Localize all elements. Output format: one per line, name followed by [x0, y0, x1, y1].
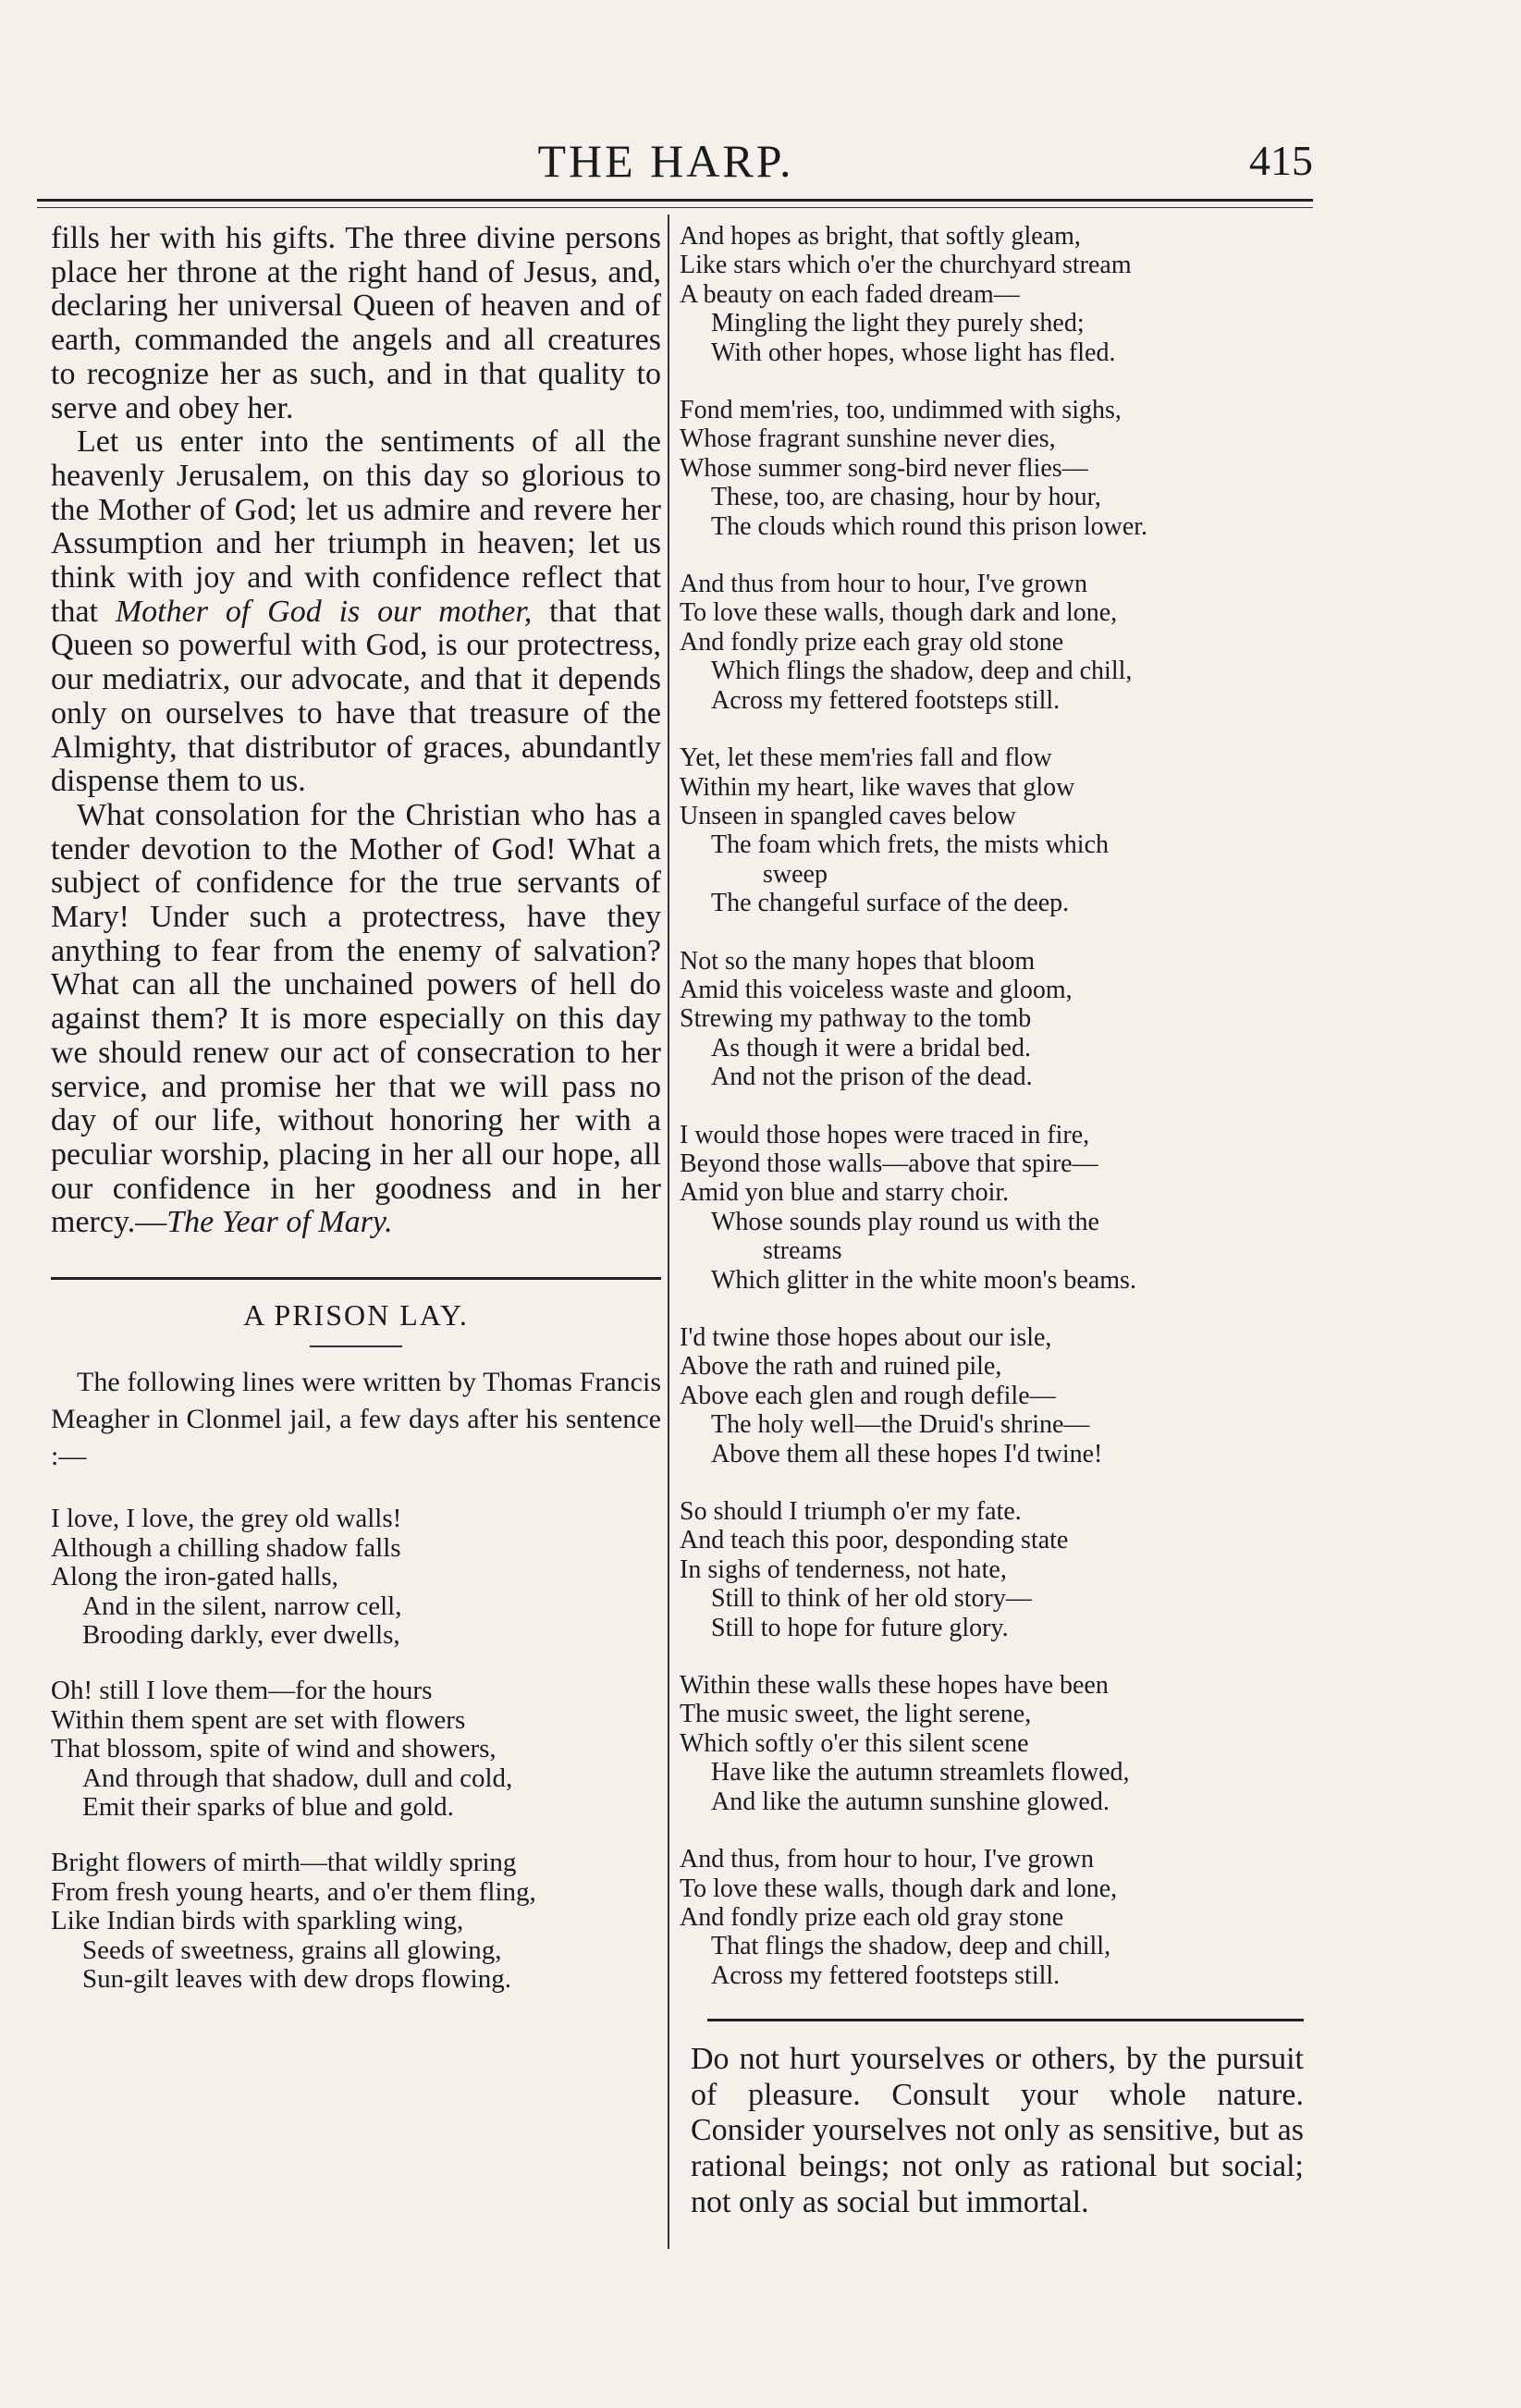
source-attribution: The Year of Mary.	[166, 1205, 393, 1240]
poem-line: And in the silent, narrow cell,	[82, 1591, 402, 1621]
poem-line: And like the autumn sunshine glowed.	[711, 1787, 1110, 1816]
poem-line: I'd twine those hopes about our isle,	[680, 1323, 1052, 1352]
stanza	[680, 743, 1304, 917]
poem-line: Whose summer song-bird never flies—	[680, 453, 1088, 483]
stanza	[680, 396, 1304, 541]
poem-line: To love these walls, though dark and lone,	[680, 598, 1118, 628]
poem-line: And not the prison of the dead.	[711, 1063, 1033, 1092]
paragraph-text: that that Queen so powerful with God, is our protectress, our mediatrix, our advocate, and that it depends only on ourselves to have that treasure of the Almighty, that distributor of graces, abundantly dispense them to us.	[51, 594, 661, 799]
left-column	[51, 222, 661, 2021]
poem-line: Which softly o'er this silent scene	[680, 1728, 1029, 1758]
poem-line: sweep	[763, 859, 828, 889]
poem-line: Within these walls these hopes have been	[680, 1671, 1109, 1701]
paragraph-assumption	[51, 425, 661, 799]
poem-line: Amid yon blue and starry choir.	[680, 1178, 1010, 1208]
poem-line: Have like the autumn streamlets flowed,	[711, 1758, 1130, 1788]
poem-line: These, too, are chasing, hour by hour,	[711, 483, 1101, 512]
poem-line: Oh! still I love them—for the hours	[51, 1676, 433, 1706]
poem-line: A beauty on each faded dream—	[680, 279, 1020, 309]
title-rule	[310, 1345, 402, 1347]
poem-line: Whose fragrant sunshine never dies,	[680, 424, 1056, 454]
italic-phrase: Mother of God is our mother,	[115, 594, 533, 629]
poem-line: Sun-gilt leaves with dew drops flowing.	[82, 1964, 511, 1995]
page-title: THE HARP.	[537, 135, 794, 187]
poem-line: Mingling the light they purely shed;	[711, 309, 1085, 338]
poem-line: From fresh young hearts, and o'er them fling,	[51, 1876, 536, 1907]
poem-right	[680, 222, 1304, 1990]
paragraph-consolation	[51, 799, 661, 1240]
stanza	[680, 1671, 1304, 1816]
poem-left	[51, 1505, 661, 1995]
poem-line: Bright flowers of mirth—that wildly spring	[51, 1848, 517, 1878]
poem-line: The changeful surface of the deep.	[711, 889, 1070, 918]
poem-line: As though it were a bridal bed.	[711, 1033, 1032, 1063]
poem-line: Whose sounds play round us with the	[711, 1207, 1099, 1236]
poem-line: streams	[763, 1236, 842, 1266]
poem-line: Like Indian birds with sparkling wing,	[51, 1906, 464, 1936]
stanza	[680, 1323, 1304, 1468]
poem-line: Along the iron-gated halls,	[51, 1562, 338, 1592]
poem-line: Brooding darkly, ever dwells,	[82, 1620, 400, 1651]
poem-line: The holy well—the Druid's shrine—	[711, 1410, 1090, 1440]
poem-intro: The following lines were written by Thomas Francis Meagher in Clonmel jail, a few days after his sentence :—	[51, 1367, 661, 1472]
stanza	[51, 1505, 661, 1651]
poem-line: Across my fettered footsteps still.	[711, 685, 1061, 715]
poem-line: That blossom, spite of wind and showers,	[51, 1734, 497, 1764]
poem-line: Emit their sparks of blue and gold.	[82, 1792, 454, 1823]
poem-line: The clouds which round this prison lower.	[711, 511, 1148, 541]
poem-line: In sighs of tenderness, not hate,	[680, 1554, 1007, 1584]
poem-line: Which flings the shadow, deep and chill,	[711, 657, 1133, 686]
poem-line: Seeds of sweetness, grains all glowing,	[82, 1935, 502, 1965]
poem-line: And thus from hour to hour, I've grown	[680, 570, 1087, 599]
stanza	[51, 1677, 661, 1823]
column-divider	[668, 215, 669, 2249]
poem-line: Which glitter in the white moon's beams.	[711, 1265, 1136, 1295]
running-head	[37, 134, 1313, 199]
poem-line: Above the rath and ruined pile,	[680, 1352, 1002, 1382]
poem-line: And fondly prize each gray old stone	[680, 627, 1064, 657]
poem-line: And teach this poor, desponding state	[680, 1526, 1069, 1555]
poem-line: Beyond those walls—above that spire—	[680, 1149, 1098, 1178]
poem-line: Strewing my pathway to the tomb	[680, 1004, 1032, 1034]
stanza	[680, 1497, 1304, 1642]
page-number: 415	[1249, 137, 1313, 184]
poem-line: Like stars which o'er the churchyard stream	[680, 251, 1132, 280]
poem-line: Although a chilling shadow falls	[51, 1532, 401, 1563]
stanza	[51, 1849, 661, 1995]
poem-line: Still to hope for future glory.	[711, 1613, 1009, 1642]
poem-line: Amid this voiceless waste and gloom,	[680, 975, 1073, 1004]
poem-line: Within my heart, like waves that glow	[680, 772, 1075, 802]
poem-line: Above them all these hopes I'd twine!	[711, 1439, 1103, 1468]
poem-line: And fondly prize each old gray stone	[680, 1902, 1064, 1932]
header-rule-thin	[37, 207, 1313, 208]
poem-line: Within them spent are set with flowers	[51, 1704, 466, 1735]
poem-line: I love, I love, the grey old walls!	[51, 1504, 402, 1534]
closing-paragraph: Do not hurt yourselves or others, by the pursuit of pleasure. Consult your whole nature. Consider yourselves not only as sensitive, but as rational beings; not only as rational but social; not only as social but immortal.	[691, 2042, 1304, 2219]
poem-line: The music sweet, the light serene,	[680, 1700, 1032, 1729]
stanza	[680, 1845, 1304, 1990]
stanza	[680, 222, 1304, 367]
right-column	[680, 222, 1304, 2220]
poem-line: That flings the shadow, deep and chill,	[711, 1932, 1111, 1961]
paragraph-text: What consolation for the Christian who has a tender devotion to the Mother of God! What a subject of confidence for the true servants of Mary! Under such a protectress, have they anything to fear from the enemy of salvation? What can all the unchained powers of hell do against them? It is more especially on this day we should renew our act of consecration to her service, and promise her that we will pass no day of our life, without honoring her with a peculiar worship, placing in her all our hope, all our confidence in her goodness and in her mercy.—	[51, 797, 661, 1240]
header-rule	[37, 199, 1313, 202]
paragraph-text: Let us enter into the sentiments of all the heavenly Jerusalem, on this day so glorious to the Mother of God; let us admire and revere her Assumption and her triumph in heaven; let us think with joy and with confidence reflect that that	[51, 424, 661, 629]
section-rule	[707, 2019, 1304, 2021]
paragraph-continued: fills her with his gifts. The three divine persons place her throne at the right hand of Jesus, and, declaring her universal Queen of heaven and of earth, commanded the angels and all creatures to recognize her as such, and in that quality to serve and obey her.	[51, 221, 661, 425]
poem-line: Unseen in spangled caves below	[680, 801, 1016, 830]
poem-line: I would those hopes were traced in fire,	[680, 1120, 1090, 1149]
section-title: A PRISON LAY.	[243, 1298, 469, 1333]
poem-line: With other hopes, whose light has fled.	[711, 338, 1116, 367]
stanza	[680, 947, 1304, 1092]
poem-line: Above each glen and rough defile—	[680, 1381, 1056, 1410]
section-rule	[51, 1277, 661, 1280]
poem-line: Across my fettered footsteps still.	[711, 1960, 1061, 1990]
poem-line: Still to think of her old story—	[711, 1584, 1032, 1614]
poem-line: And hopes as bright, that softly gleam,	[680, 222, 1081, 251]
poem-line: Fond mem'ries, too, undimmed with sighs,	[680, 396, 1122, 425]
stanza	[680, 570, 1304, 715]
poem-line: Not so the many hopes that bloom	[680, 946, 1036, 976]
poem-line: Yet, let these mem'ries fall and flow	[680, 743, 1052, 773]
poem-line: So should I triumph o'er my fate.	[680, 1497, 1022, 1527]
poem-line: The foam which frets, the mists which	[711, 830, 1110, 860]
stanza	[680, 1121, 1304, 1295]
poem-line: To love these walls, though dark and lone,	[680, 1874, 1118, 1903]
poem-line: And through that shadow, dull and cold,	[82, 1763, 513, 1793]
poem-line: And thus, from hour to hour, I've grown	[680, 1845, 1094, 1874]
